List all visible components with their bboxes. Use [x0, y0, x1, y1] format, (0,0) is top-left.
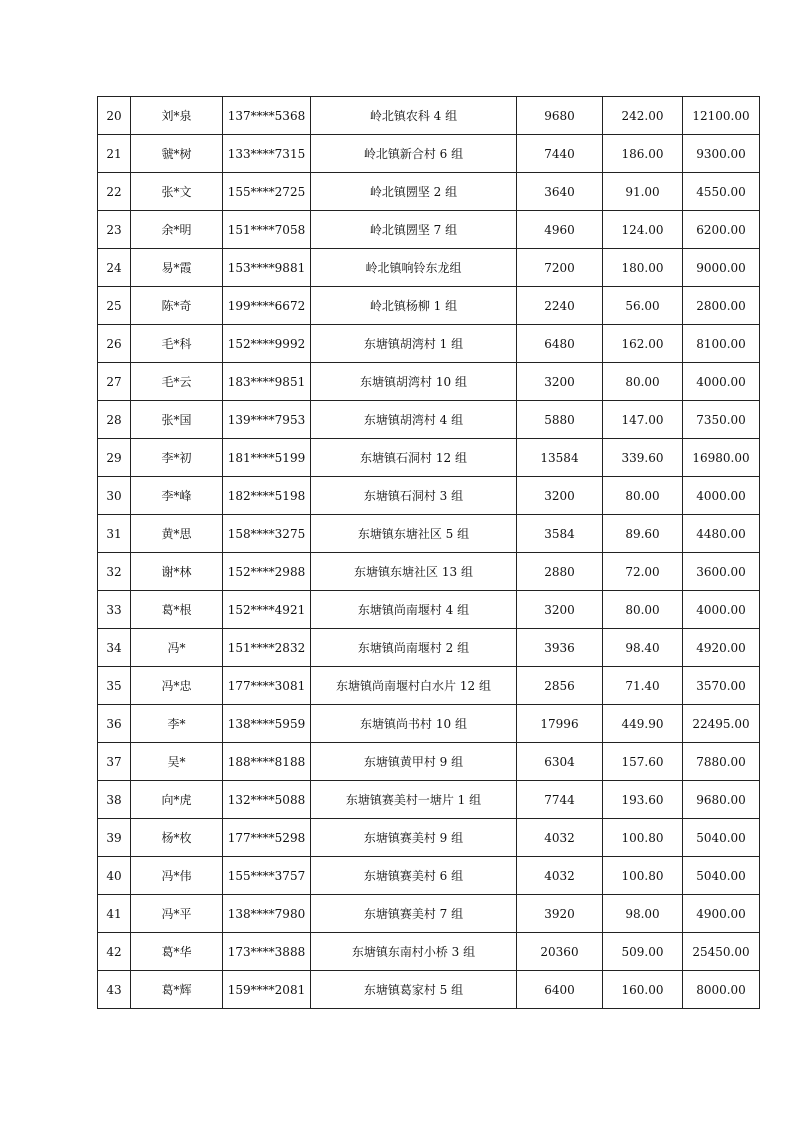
cell-total: 8000.00: [683, 971, 760, 1009]
cell-name: 毛*科: [131, 325, 223, 363]
cell-phone: 173****3888: [223, 933, 311, 971]
cell-amount: 80.00: [603, 363, 683, 401]
cell-serial-number: 32: [98, 553, 131, 591]
cell-serial-number: 41: [98, 895, 131, 933]
table-row: [98, 857, 760, 895]
cell-amount: 186.00: [603, 135, 683, 173]
cell-quantity: 3936: [517, 629, 603, 667]
cell-amount: 160.00: [603, 971, 683, 1009]
table-row: [98, 135, 760, 173]
cell-quantity: 20360: [517, 933, 603, 971]
table-row: [98, 971, 760, 1009]
cell-total: 6200.00: [683, 211, 760, 249]
cell-name: 余*明: [131, 211, 223, 249]
cell-quantity: 2240: [517, 287, 603, 325]
cell-quantity: 7744: [517, 781, 603, 819]
cell-address: 东塘镇胡湾村 4 组: [311, 401, 517, 439]
cell-phone: 152****4921: [223, 591, 311, 629]
cell-quantity: 7440: [517, 135, 603, 173]
cell-quantity: 3200: [517, 477, 603, 515]
table-row: [98, 363, 760, 401]
cell-phone: 183****9851: [223, 363, 311, 401]
cell-phone: 159****2081: [223, 971, 311, 1009]
table-row: [98, 553, 760, 591]
cell-phone: 199****6672: [223, 287, 311, 325]
cell-address: 岭北镇新合村 6 组: [311, 135, 517, 173]
cell-phone: 132****5088: [223, 781, 311, 819]
table-row: [98, 781, 760, 819]
cell-quantity: 6480: [517, 325, 603, 363]
cell-name: 李*初: [131, 439, 223, 477]
cell-name: 吴*: [131, 743, 223, 781]
cell-amount: 72.00: [603, 553, 683, 591]
cell-phone: 181****5199: [223, 439, 311, 477]
cell-address: 东塘镇黄甲村 9 组: [311, 743, 517, 781]
cell-address: 岭北镇杨柳 1 组: [311, 287, 517, 325]
cell-amount: 80.00: [603, 591, 683, 629]
cell-address: 东塘镇东南村小桥 3 组: [311, 933, 517, 971]
table-row: [98, 439, 760, 477]
cell-name: 陈*奇: [131, 287, 223, 325]
cell-phone: 153****9881: [223, 249, 311, 287]
cell-phone: 138****5959: [223, 705, 311, 743]
cell-quantity: 3920: [517, 895, 603, 933]
cell-quantity: 3584: [517, 515, 603, 553]
cell-address: 东塘镇赛美村 7 组: [311, 895, 517, 933]
cell-serial-number: 31: [98, 515, 131, 553]
cell-quantity: 7200: [517, 249, 603, 287]
cell-serial-number: 28: [98, 401, 131, 439]
cell-quantity: 13584: [517, 439, 603, 477]
cell-address: 东塘镇胡湾村 1 组: [311, 325, 517, 363]
cell-total: 4900.00: [683, 895, 760, 933]
cell-total: 25450.00: [683, 933, 760, 971]
table-row: [98, 401, 760, 439]
cell-amount: 147.00: [603, 401, 683, 439]
cell-name: 刘*泉: [131, 97, 223, 135]
cell-address: 东塘镇尚南堰村白水片 12 组: [311, 667, 517, 705]
cell-name: 葛*辉: [131, 971, 223, 1009]
cell-amount: 80.00: [603, 477, 683, 515]
subsidy-table: [97, 96, 760, 1009]
cell-serial-number: 26: [98, 325, 131, 363]
cell-total: 5040.00: [683, 819, 760, 857]
cell-name: 虢*树: [131, 135, 223, 173]
table-row: [98, 515, 760, 553]
cell-name: 葛*华: [131, 933, 223, 971]
cell-total: 9300.00: [683, 135, 760, 173]
table-row: [98, 743, 760, 781]
cell-address: 东塘镇赛美村 6 组: [311, 857, 517, 895]
table-row: [98, 819, 760, 857]
cell-name: 李*峰: [131, 477, 223, 515]
cell-address: 岭北镇圐坚 7 组: [311, 211, 517, 249]
cell-quantity: 4960: [517, 211, 603, 249]
cell-quantity: 6400: [517, 971, 603, 1009]
table-body: [98, 97, 760, 1009]
cell-amount: 339.60: [603, 439, 683, 477]
cell-quantity: 3200: [517, 363, 603, 401]
cell-total: 9680.00: [683, 781, 760, 819]
table-row: [98, 287, 760, 325]
cell-serial-number: 27: [98, 363, 131, 401]
cell-name: 张*文: [131, 173, 223, 211]
table-row: [98, 325, 760, 363]
cell-name: 谢*林: [131, 553, 223, 591]
cell-serial-number: 39: [98, 819, 131, 857]
cell-quantity: 6304: [517, 743, 603, 781]
cell-quantity: 17996: [517, 705, 603, 743]
cell-address: 东塘镇赛美村 9 组: [311, 819, 517, 857]
cell-total: 7880.00: [683, 743, 760, 781]
cell-serial-number: 23: [98, 211, 131, 249]
cell-total: 8100.00: [683, 325, 760, 363]
table-row: [98, 705, 760, 743]
cell-address: 东塘镇尚书村 10 组: [311, 705, 517, 743]
table-row: [98, 667, 760, 705]
cell-phone: 158****3275: [223, 515, 311, 553]
cell-amount: 162.00: [603, 325, 683, 363]
cell-phone: 182****5198: [223, 477, 311, 515]
cell-amount: 56.00: [603, 287, 683, 325]
cell-amount: 509.00: [603, 933, 683, 971]
cell-serial-number: 20: [98, 97, 131, 135]
cell-total: 16980.00: [683, 439, 760, 477]
cell-total: 9000.00: [683, 249, 760, 287]
table-row: [98, 629, 760, 667]
cell-total: 22495.00: [683, 705, 760, 743]
cell-address: 东塘镇东塘社区 5 组: [311, 515, 517, 553]
cell-serial-number: 33: [98, 591, 131, 629]
cell-quantity: 3200: [517, 591, 603, 629]
cell-phone: 151****2832: [223, 629, 311, 667]
cell-serial-number: 35: [98, 667, 131, 705]
cell-phone: 137****5368: [223, 97, 311, 135]
cell-name: 张*国: [131, 401, 223, 439]
cell-phone: 152****2988: [223, 553, 311, 591]
cell-total: 7350.00: [683, 401, 760, 439]
table-row: [98, 211, 760, 249]
cell-amount: 71.40: [603, 667, 683, 705]
cell-address: 岭北镇响铃东龙组: [311, 249, 517, 287]
cell-total: 4000.00: [683, 591, 760, 629]
cell-phone: 177****5298: [223, 819, 311, 857]
cell-quantity: 2880: [517, 553, 603, 591]
cell-address: 岭北镇农科 4 组: [311, 97, 517, 135]
cell-total: 4920.00: [683, 629, 760, 667]
cell-address: 东塘镇石洞村 3 组: [311, 477, 517, 515]
cell-name: 冯*平: [131, 895, 223, 933]
cell-name: 冯*伟: [131, 857, 223, 895]
cell-serial-number: 38: [98, 781, 131, 819]
table-row: [98, 249, 760, 287]
cell-phone: 155****3757: [223, 857, 311, 895]
cell-phone: 177****3081: [223, 667, 311, 705]
cell-name: 黄*思: [131, 515, 223, 553]
table-row: [98, 591, 760, 629]
cell-amount: 193.60: [603, 781, 683, 819]
cell-phone: 138****7980: [223, 895, 311, 933]
cell-amount: 98.40: [603, 629, 683, 667]
cell-total: 3570.00: [683, 667, 760, 705]
cell-quantity: 5880: [517, 401, 603, 439]
cell-amount: 449.90: [603, 705, 683, 743]
cell-amount: 180.00: [603, 249, 683, 287]
cell-phone: 151****7058: [223, 211, 311, 249]
cell-phone: 139****7953: [223, 401, 311, 439]
cell-name: 向*虎: [131, 781, 223, 819]
cell-serial-number: 34: [98, 629, 131, 667]
cell-serial-number: 37: [98, 743, 131, 781]
cell-total: 2800.00: [683, 287, 760, 325]
cell-serial-number: 36: [98, 705, 131, 743]
cell-serial-number: 43: [98, 971, 131, 1009]
table-row: [98, 97, 760, 135]
cell-address: 东塘镇东塘社区 13 组: [311, 553, 517, 591]
cell-amount: 91.00: [603, 173, 683, 211]
cell-total: 4000.00: [683, 477, 760, 515]
cell-amount: 89.60: [603, 515, 683, 553]
cell-amount: 124.00: [603, 211, 683, 249]
cell-amount: 242.00: [603, 97, 683, 135]
cell-phone: 152****9992: [223, 325, 311, 363]
cell-address: 东塘镇赛美村一塘片 1 组: [311, 781, 517, 819]
cell-address: 东塘镇尚南堰村 4 组: [311, 591, 517, 629]
cell-name: 易*霞: [131, 249, 223, 287]
cell-quantity: 4032: [517, 857, 603, 895]
cell-serial-number: 25: [98, 287, 131, 325]
cell-quantity: 9680: [517, 97, 603, 135]
cell-phone: 133****7315: [223, 135, 311, 173]
cell-total: 4480.00: [683, 515, 760, 553]
cell-quantity: 4032: [517, 819, 603, 857]
cell-address: 东塘镇胡湾村 10 组: [311, 363, 517, 401]
cell-total: 3600.00: [683, 553, 760, 591]
cell-serial-number: 30: [98, 477, 131, 515]
cell-name: 杨*枚: [131, 819, 223, 857]
cell-address: 东塘镇葛家村 5 组: [311, 971, 517, 1009]
cell-total: 4000.00: [683, 363, 760, 401]
cell-amount: 157.60: [603, 743, 683, 781]
cell-name: 冯*忠: [131, 667, 223, 705]
cell-address: 岭北镇圐坚 2 组: [311, 173, 517, 211]
cell-serial-number: 42: [98, 933, 131, 971]
cell-amount: 100.80: [603, 819, 683, 857]
cell-serial-number: 24: [98, 249, 131, 287]
cell-name: 李*: [131, 705, 223, 743]
cell-quantity: 3640: [517, 173, 603, 211]
cell-address: 东塘镇尚南堰村 2 组: [311, 629, 517, 667]
table-row: [98, 477, 760, 515]
cell-quantity: 2856: [517, 667, 603, 705]
cell-name: 葛*根: [131, 591, 223, 629]
cell-serial-number: 40: [98, 857, 131, 895]
cell-total: 4550.00: [683, 173, 760, 211]
table-row: [98, 895, 760, 933]
cell-phone: 188****8188: [223, 743, 311, 781]
cell-serial-number: 29: [98, 439, 131, 477]
cell-total: 12100.00: [683, 97, 760, 135]
cell-name: 毛*云: [131, 363, 223, 401]
cell-serial-number: 21: [98, 135, 131, 173]
table-row: [98, 173, 760, 211]
cell-serial-number: 22: [98, 173, 131, 211]
cell-name: 冯*: [131, 629, 223, 667]
cell-phone: 155****2725: [223, 173, 311, 211]
cell-amount: 98.00: [603, 895, 683, 933]
cell-total: 5040.00: [683, 857, 760, 895]
cell-address: 东塘镇石洞村 12 组: [311, 439, 517, 477]
cell-amount: 100.80: [603, 857, 683, 895]
table-row: [98, 933, 760, 971]
